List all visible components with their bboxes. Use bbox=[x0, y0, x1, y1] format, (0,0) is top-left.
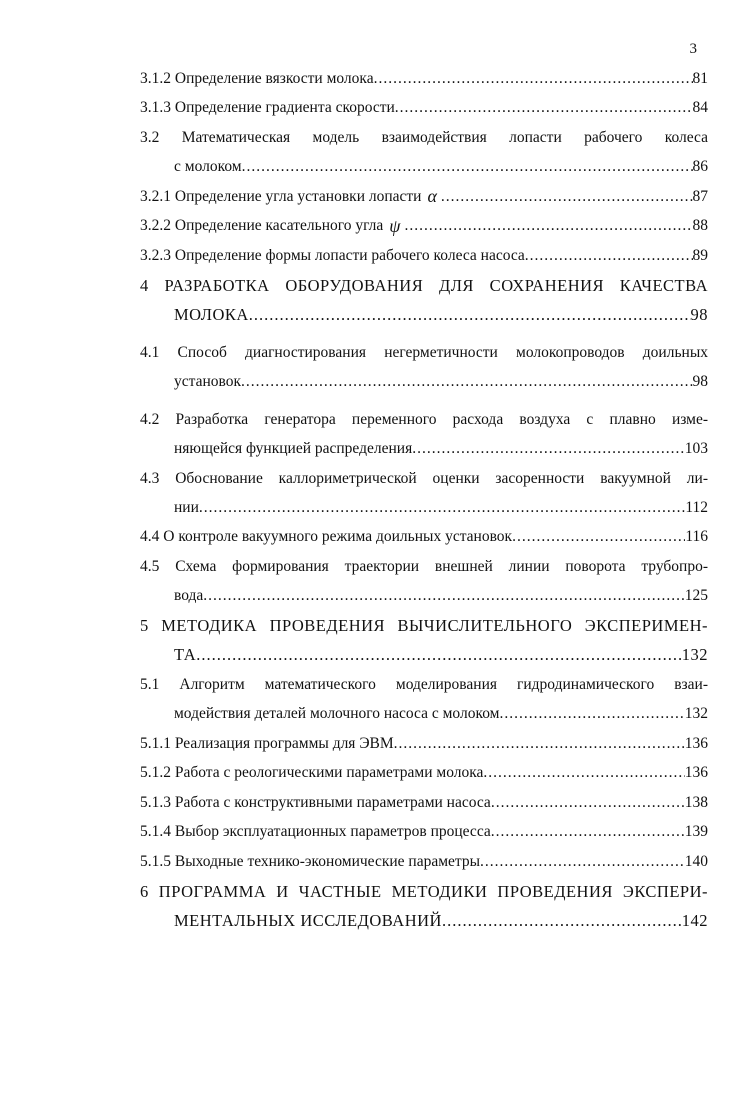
toc-page: 132 bbox=[684, 705, 708, 723]
toc-page: 116 bbox=[685, 528, 708, 546]
toc-entry-5-1-1[interactable] bbox=[140, 729, 708, 759]
toc-entry-5-1-5[interactable] bbox=[140, 847, 708, 877]
leader-dots bbox=[374, 70, 693, 88]
toc-entry-title: 5.1.1 Реализация программы для ЭВМ bbox=[140, 734, 394, 752]
toc-entry-4-5[interactable] bbox=[140, 552, 708, 611]
toc-entry-title: 4.3 Обоснование каллориметрической оценки засоренности вакуумной ли- bbox=[140, 469, 708, 487]
toc-page: 125 bbox=[684, 587, 708, 605]
leader-dots bbox=[241, 373, 692, 391]
toc-page: 84 bbox=[692, 99, 708, 117]
leader-dots bbox=[394, 735, 685, 753]
toc-entry-3-1-3[interactable] bbox=[140, 94, 708, 124]
toc-page: 138 bbox=[684, 793, 708, 811]
toc-page: 89 bbox=[692, 246, 708, 264]
leader-dots bbox=[483, 764, 684, 782]
toc-page: 98 bbox=[692, 372, 708, 390]
leader-dots bbox=[199, 499, 685, 517]
toc-entry-title: 5.1.5 Выходные технико-экономические параметры bbox=[140, 852, 481, 870]
toc-page: 86 bbox=[692, 158, 708, 176]
toc-entry-title-cont: установок bbox=[174, 372, 242, 390]
leader-dots bbox=[404, 217, 692, 235]
toc-entry-title: 3.2.1 Определение угла установки лопасти bbox=[140, 187, 422, 205]
leader-dots bbox=[395, 99, 693, 117]
toc-entry-5-1-4[interactable] bbox=[140, 818, 708, 848]
toc-entry-chapter-5[interactable] bbox=[140, 611, 708, 670]
toc-entry-3-1-2[interactable] bbox=[140, 64, 708, 94]
toc-entry-title: 4.5 Схема формирования траектории внешней линии поворота трубопро- bbox=[140, 558, 708, 575]
toc-entry-4-3[interactable] bbox=[140, 464, 708, 523]
toc-entry-title: 5.1 Алгоритм математического моделирования гидродинамического взаи- bbox=[140, 676, 708, 693]
psi-symbol: ψ bbox=[389, 215, 401, 236]
table-of-contents bbox=[140, 64, 708, 936]
toc-entry-title-cont: нии bbox=[174, 498, 199, 516]
toc-page: 132 bbox=[681, 645, 708, 665]
toc-page: 81 bbox=[692, 69, 708, 87]
toc-page: 140 bbox=[684, 852, 708, 870]
leader-dots bbox=[525, 247, 693, 265]
leader-dots bbox=[480, 853, 685, 871]
toc-page: 112 bbox=[685, 498, 708, 516]
toc-entry-title: 4 РАЗРАБОТКА ОБОРУДОВАНИЯ ДЛЯ СОХРАНЕНИЯ КАЧЕСТВА bbox=[140, 275, 708, 295]
toc-entry-title-cont: МЕНТАЛЬНЫХ ИССЛЕДОВАНИЙ bbox=[174, 910, 442, 930]
toc-entry-4-1[interactable] bbox=[140, 338, 708, 397]
leader-dots bbox=[412, 440, 685, 458]
toc-entry-4-4[interactable] bbox=[140, 523, 708, 553]
toc-entry-title: 4.4 О контроле вакуумного режима доильных установок bbox=[140, 528, 513, 546]
toc-page: 87 bbox=[692, 187, 708, 205]
toc-page: 136 bbox=[684, 764, 708, 782]
toc-entry-3-2-1[interactable] bbox=[140, 182, 708, 212]
toc-entry-5-1[interactable] bbox=[140, 670, 708, 729]
toc-entry-title-cont: МОЛОКА bbox=[174, 304, 249, 324]
toc-entry-title: 5.1.3 Работа с конструктивными параметрами насоса bbox=[140, 793, 491, 811]
toc-entry-title: 5.1.2 Работа с реологическими параметрами молока bbox=[140, 764, 484, 782]
toc-entry-3-2[interactable] bbox=[140, 123, 708, 182]
toc-entry-title: 5.1.4 Выбор эксплуатационных параметров процесса bbox=[140, 823, 491, 841]
leader-dots bbox=[499, 705, 684, 723]
leader-dots bbox=[442, 911, 682, 931]
toc-entry-title: 3.1.2 Определение вязкости молока bbox=[140, 69, 374, 87]
toc-entry-5-1-3[interactable] bbox=[140, 788, 708, 818]
toc-entry-title-cont: модействия деталей молочного насоса с молоком bbox=[174, 705, 500, 723]
toc-entry-3-2-3[interactable] bbox=[140, 241, 708, 271]
toc-entry-title: 5 МЕТОДИКА ПРОВЕДЕНИЯ ВЫЧИСЛИТЕЛЬНОГО ЭКСПЕРИМЕН- bbox=[140, 616, 708, 635]
toc-entry-title-cont: с молоком bbox=[174, 158, 242, 176]
toc-page: 88 bbox=[692, 217, 708, 235]
toc-page: 98 bbox=[690, 304, 708, 324]
toc-page: 142 bbox=[681, 910, 708, 930]
leader-dots bbox=[441, 188, 693, 206]
leader-dots bbox=[512, 528, 685, 546]
toc-entry-title: 4.1 Способ диагностирования негерметичности молокопроводов доильных bbox=[140, 343, 708, 361]
leader-dots bbox=[196, 645, 682, 665]
page-number: 3 bbox=[689, 41, 697, 57]
toc-page: 139 bbox=[684, 823, 708, 841]
toc-entry-3-2-2[interactable] bbox=[140, 212, 708, 242]
toc-entry-4-2[interactable] bbox=[140, 405, 708, 464]
alpha-symbol: α bbox=[427, 186, 437, 207]
toc-entry-title-cont: няющейся функцией распределения bbox=[174, 439, 413, 457]
toc-entry-chapter-4[interactable] bbox=[140, 271, 708, 330]
toc-entry-title: 6 ПРОГРАММА И ЧАСТНЫЕ МЕТОДИКИ ПРОВЕДЕНИЯ ЭКСПЕРИ- bbox=[140, 881, 708, 901]
toc-entry-title: 3.1.3 Определение градиента скорости bbox=[140, 99, 395, 117]
toc-page: 103 bbox=[684, 439, 708, 457]
toc-entry-chapter-6[interactable] bbox=[140, 877, 708, 936]
toc-entry-title-cont: ТА bbox=[174, 645, 197, 665]
toc-entry-5-1-2[interactable] bbox=[140, 759, 708, 789]
leader-dots bbox=[242, 158, 693, 176]
toc-page: 136 bbox=[684, 734, 708, 752]
toc-entry-title: 3.2 Математическая модель взаимодействия лопасти рабочего колеса bbox=[140, 129, 708, 146]
leader-dots bbox=[491, 823, 685, 841]
leader-dots bbox=[203, 587, 684, 605]
toc-entry-title: 3.2.3 Определение формы лопасти рабочего колеса насоса bbox=[140, 246, 525, 264]
leader-dots bbox=[491, 794, 685, 812]
leader-dots bbox=[249, 305, 691, 325]
toc-entry-title: 4.2 Разработка генератора переменного расхода воздуха с плавно изме- bbox=[140, 410, 708, 428]
toc-entry-title: 3.2.2 Определение касательного угла bbox=[140, 217, 384, 235]
toc-entry-title-cont: вода bbox=[174, 587, 204, 605]
